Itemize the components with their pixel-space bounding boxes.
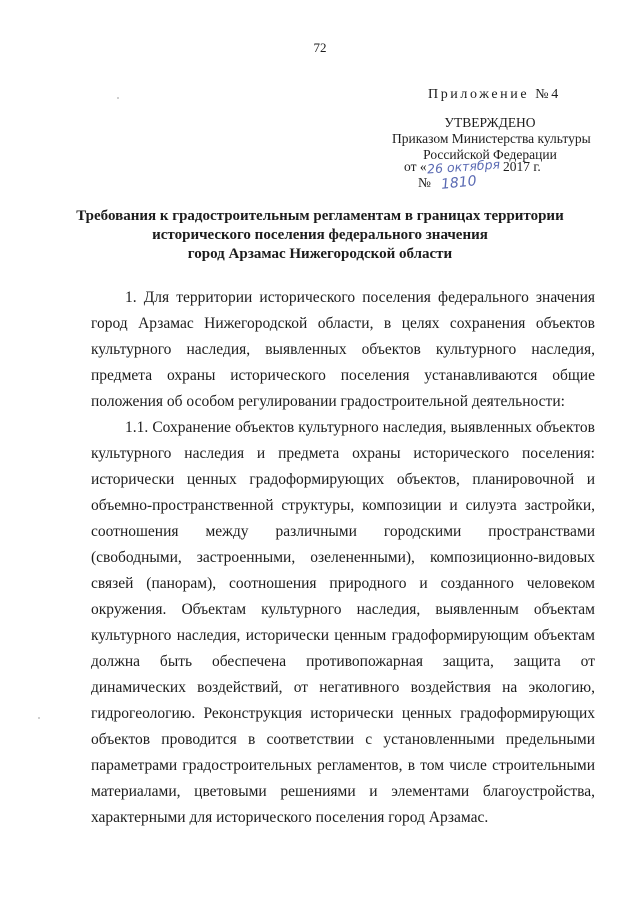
approval-line-2: Российской Федерации (423, 147, 557, 162)
title-line-1: Требования к градостроительным регламентам в границах территории (76, 208, 564, 224)
document-body (91, 285, 595, 831)
title-line-3: город Арзамас Нижегородской области (187, 246, 453, 262)
scan-artifact (117, 97, 119, 99)
page-number: 72 (313, 40, 327, 55)
document-title (60, 207, 580, 264)
approval-status: УТВЕРЖДЕНО (444, 115, 536, 130)
scan-artifact (38, 717, 40, 719)
approval-line-1: Приказом Министерства культуры (392, 131, 591, 146)
number-prefix: № (418, 175, 431, 190)
handwritten-number: 1810 (440, 173, 478, 193)
paragraph-1-1: 1.1. Сохранение объектов культурного наследия, выявленных объектов культурного наследия и предмета охраны исторического поселения: исторически ценных градоформирующих объектов, планировочной и объемно-пространственной структуры, композиции и силуэта застройки, соотношения между различными городскими пространствами (свободными, застроенными, озелененными), композиционно-видовых связей (панорам), соотношения природного и созданного человеком окружения. Объектам культурного наследия, выявленным объектам культурного наследия, исторически ценным градоформирующим объектам должна быть обеспечена противопожарная защита, защита от динамических воздействий, от негативного воздействия на экологию, гидрогеологию. Реконструкция исторически ценных градоформирующих объектов проводится в соответствии с установленными предельными параметрами градостроительных регламентов, в том числе строительными материалами, цветовыми решениями и элементами благоустройства, характерными для исторического поселения город Арзамас. (91, 419, 595, 826)
paragraph-1: 1. Для территории исторического поселения федерального значения город Арзамас Нижегородской области, в целях сохранения объектов культурного наследия, выявленных объектов культурного наследия, предмета охраны исторического поселения устанавливаются общие положения об особом регулировании градостроительной деятельности: (91, 289, 595, 410)
appendix-label: Приложение №4 (428, 87, 561, 102)
approval-number (418, 175, 477, 191)
approval-block (392, 115, 591, 163)
title-line-2: исторического поселения федерального значения (152, 227, 488, 243)
date-suffix: 2017 г. (503, 159, 541, 174)
date-prefix: от « (404, 159, 427, 174)
handwritten-date: 26 октября (426, 156, 501, 177)
